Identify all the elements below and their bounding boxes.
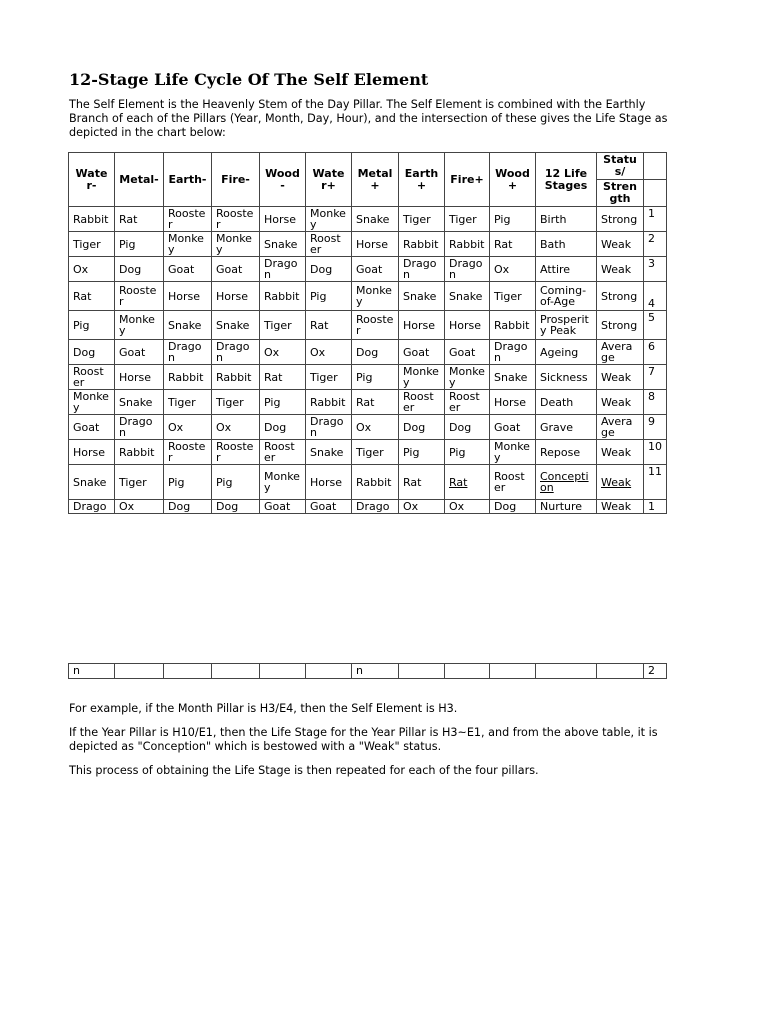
table-row	[69, 365, 667, 390]
table-cell: Goat	[164, 257, 212, 282]
table-cell: Ox	[69, 257, 115, 282]
year-pillar-paragraph: If the Year Pillar is H10/E1, then the Life Stage for the Year Pillar is H3~E1, and from the above table, it is depicted as "Conception" which is bestowed with a "Weak" status.	[69, 726, 658, 753]
header-cell-empty	[644, 153, 667, 180]
table-cell	[445, 664, 490, 679]
header-cell: Earth+	[399, 153, 445, 207]
table-cell: Goat	[306, 500, 352, 514]
table-cell: Goat	[260, 500, 306, 514]
table-cell: Dog	[69, 340, 115, 365]
process-paragraph: This process of obtaining the Life Stage is then repeated for each of the four pillars.	[69, 764, 539, 777]
table-cell: Rabbit	[260, 282, 306, 311]
table-cell: Rabbit	[399, 232, 445, 257]
table-cell: Dog	[399, 415, 445, 440]
table-cell: Weak	[597, 390, 644, 415]
table-row	[69, 390, 667, 415]
table-cell: Dragon	[164, 340, 212, 365]
table-cell: Ageing	[536, 340, 597, 365]
table-cell: Monkey	[115, 311, 164, 340]
row-number-cell: 9	[644, 415, 667, 440]
table-cell: Nurture	[536, 500, 597, 514]
table-cell: Rooster	[399, 390, 445, 415]
table-cell: Goat	[445, 340, 490, 365]
table-cell	[490, 664, 536, 679]
table-cell: 2	[644, 664, 667, 679]
table-cell: Monkey	[352, 282, 399, 311]
table-cell: Tiger	[164, 390, 212, 415]
row-number-cell: 11	[644, 465, 667, 500]
table-cell: Rabbit	[164, 365, 212, 390]
table-cell: Rabbit	[352, 465, 399, 500]
header-cell: Metal-	[115, 153, 164, 207]
table-cell: Snake	[260, 232, 306, 257]
table-cell: Rooster	[212, 440, 260, 465]
table-cell: Dog	[490, 500, 536, 514]
table-cell: Goat	[69, 415, 115, 440]
table-cell: Pig	[69, 311, 115, 340]
row-number-cell: 3	[644, 257, 667, 282]
table-cell: Goat	[490, 415, 536, 440]
table-cell: Goat	[212, 257, 260, 282]
table-cell: Pig	[115, 232, 164, 257]
table-cell: Goat	[399, 340, 445, 365]
table-cell: Dragon	[115, 415, 164, 440]
table-cell: Snake	[306, 440, 352, 465]
table-cell: Monkey	[490, 440, 536, 465]
table-cell: Bath	[536, 232, 597, 257]
table-cell: Dog	[212, 500, 260, 514]
table-cell: Weak	[597, 257, 644, 282]
table-cell: Dog	[445, 415, 490, 440]
table-cell: Dog	[352, 340, 399, 365]
table-cell: Strong	[597, 207, 644, 232]
table-cell: Ox	[260, 340, 306, 365]
row-number-cell: 6	[644, 340, 667, 365]
table-cell	[260, 664, 306, 679]
table-cell: Rooster	[164, 207, 212, 232]
table-cell: Dog	[260, 415, 306, 440]
table-cell: Horse	[69, 440, 115, 465]
table-cell: Strong	[597, 311, 644, 340]
table-cell: Rooster	[115, 282, 164, 311]
table-cell: Dragon	[445, 257, 490, 282]
header-cell: Earth-	[164, 153, 212, 207]
table-cell	[306, 664, 352, 679]
table-row	[69, 440, 667, 465]
row-number-cell: 7	[644, 365, 667, 390]
table-cell: Tiger	[445, 207, 490, 232]
table-cell: n	[352, 664, 399, 679]
table-cell: Pig	[306, 282, 352, 311]
table-cell: Rabbit	[212, 365, 260, 390]
table-cell: Ox	[212, 415, 260, 440]
table-row	[69, 232, 667, 257]
table-cell: Rabbit	[69, 207, 115, 232]
table-cell: Ox	[352, 415, 399, 440]
table-cell: Weak	[597, 500, 644, 514]
header-cell: Water-	[69, 153, 115, 207]
example-paragraph: For example, if the Month Pillar is H3/E4, then the Self Element is H3.	[69, 702, 458, 715]
table-cell: Rooster	[352, 311, 399, 340]
table-cell	[597, 664, 644, 679]
table-cell: Horse	[164, 282, 212, 311]
table-cell: Horse	[445, 311, 490, 340]
table-cell: Rabbit	[306, 390, 352, 415]
table-cell: Snake	[115, 390, 164, 415]
table-cell: Average	[597, 415, 644, 440]
table-cell: Conception	[536, 465, 597, 500]
header-cell: Strength	[597, 180, 644, 207]
table-cell: Coming-of-Age	[536, 282, 597, 311]
table-cell: Monkey	[306, 207, 352, 232]
table-cell: Snake	[212, 311, 260, 340]
table-cell: Average	[597, 340, 644, 365]
header-cell-empty	[644, 180, 667, 207]
table-cell: Rat	[260, 365, 306, 390]
table-cell: Rooster	[306, 232, 352, 257]
table-cell: Rabbit	[115, 440, 164, 465]
table-row	[69, 282, 667, 311]
table-cell: Monkey	[260, 465, 306, 500]
table-cell: Rat	[69, 282, 115, 311]
table-row	[69, 340, 667, 365]
table-cell: Dragon	[399, 257, 445, 282]
row-number-cell: 8	[644, 390, 667, 415]
table-cell: Rat	[352, 390, 399, 415]
table-cell: Drago	[352, 500, 399, 514]
table-cell: Dog	[164, 500, 212, 514]
table-cell: Ox	[445, 500, 490, 514]
table-cell: Horse	[212, 282, 260, 311]
table-cell: Dragon	[212, 340, 260, 365]
table-cell: Ox	[306, 340, 352, 365]
table-cell: Rooster	[212, 207, 260, 232]
table-cell: n	[69, 664, 115, 679]
table-cell: Pig	[445, 440, 490, 465]
table-cell: Snake	[69, 465, 115, 500]
table-cell	[115, 664, 164, 679]
table-cell: Pig	[490, 207, 536, 232]
table-cell: Goat	[352, 257, 399, 282]
table-cell: Tiger	[212, 390, 260, 415]
table-cell	[399, 664, 445, 679]
row-number-cell: 5	[644, 311, 667, 340]
table-cell: Ox	[115, 500, 164, 514]
table-cell: Rat	[399, 465, 445, 500]
row-number-cell: 2	[644, 232, 667, 257]
table-cell: Pig	[399, 440, 445, 465]
table-cell: Tiger	[352, 440, 399, 465]
table-cell: Rabbit	[445, 232, 490, 257]
table-cell: Tiger	[399, 207, 445, 232]
table-cell: Horse	[352, 232, 399, 257]
table-cell: Tiger	[115, 465, 164, 500]
table-cell: Weak	[597, 365, 644, 390]
table-cell: Rooster	[164, 440, 212, 465]
table-cell: Ox	[164, 415, 212, 440]
table-cell: Goat	[115, 340, 164, 365]
table-cell: Monkey	[69, 390, 115, 415]
row-number-cell: 1	[644, 500, 667, 514]
table-cell: Monkey	[399, 365, 445, 390]
intro-paragraph: The Self Element is the Heavenly Stem of the Day Pillar. The Self Element is combined with the Earthly Branch of each of the Pillars (Year, Month, Day, Hour), and the intersection of these gives the Life Stage as depicted in the chart below:	[69, 98, 668, 139]
table-cell: Snake	[164, 311, 212, 340]
table-cell	[536, 664, 597, 679]
table-cell: Sickness	[536, 365, 597, 390]
table-cell: Weak	[597, 440, 644, 465]
table-cell: Rat	[115, 207, 164, 232]
header-cell: Fire-	[212, 153, 260, 207]
table-cell: Weak	[597, 232, 644, 257]
table-cell: Dog	[306, 257, 352, 282]
table-cell	[164, 664, 212, 679]
table-cell: Pig	[352, 365, 399, 390]
table-row	[69, 500, 667, 514]
table-cell: Pig	[212, 465, 260, 500]
table-row	[69, 465, 667, 500]
table-cell: Horse	[115, 365, 164, 390]
table-cell: Birth	[536, 207, 597, 232]
table-cell: Rat	[306, 311, 352, 340]
table-cell: Snake	[445, 282, 490, 311]
life-cycle-table	[68, 152, 667, 514]
table-row	[69, 311, 667, 340]
table-cell: Tiger	[306, 365, 352, 390]
table-cell: Tiger	[490, 282, 536, 311]
table-cell: Tiger	[260, 311, 306, 340]
table-cell: Snake	[490, 365, 536, 390]
header-cell: Water+	[306, 153, 352, 207]
table-cell: Horse	[306, 465, 352, 500]
table-cell: Horse	[260, 207, 306, 232]
table-cell: Strong	[597, 282, 644, 311]
table-cell: Rabbit	[490, 311, 536, 340]
table-body	[69, 207, 667, 514]
table-cell: Rooster	[445, 390, 490, 415]
header-cell: Wood+	[490, 153, 536, 207]
table-cell: Death	[536, 390, 597, 415]
table-cell: Snake	[352, 207, 399, 232]
table-cell: Drago	[69, 500, 115, 514]
table-continuation	[68, 663, 667, 679]
table-cell: Horse	[490, 390, 536, 415]
table-row	[69, 257, 667, 282]
table-cell: Weak	[597, 465, 644, 500]
table-cell: Rooster	[69, 365, 115, 390]
header-cell: Status/	[597, 153, 644, 180]
table-cell: Monkey	[164, 232, 212, 257]
row-number-cell: 4	[644, 282, 667, 311]
table-cell: Dragon	[490, 340, 536, 365]
document-title: 12-Stage Life Cycle Of The Self Element	[69, 70, 429, 89]
table-cell: Repose	[536, 440, 597, 465]
table-row	[69, 207, 667, 232]
table-cell: Dog	[115, 257, 164, 282]
table-cell	[212, 664, 260, 679]
table-cell: Prosperity Peak	[536, 311, 597, 340]
table-cell: Ox	[490, 257, 536, 282]
table-cell: Monkey	[212, 232, 260, 257]
table-cell: Rooster	[490, 465, 536, 500]
table-cell: Horse	[399, 311, 445, 340]
header-cell: 12 Life Stages	[536, 153, 597, 207]
table-cell: Pig	[260, 390, 306, 415]
table-cell: Rat	[445, 465, 490, 500]
table-row	[69, 664, 667, 679]
table-cell: Pig	[164, 465, 212, 500]
table-cell: Dragon	[306, 415, 352, 440]
table-cell: Monkey	[445, 365, 490, 390]
row-number-cell: 1	[644, 207, 667, 232]
table-cell: Ox	[399, 500, 445, 514]
table-cell: Snake	[399, 282, 445, 311]
table-cell: Rooster	[260, 440, 306, 465]
table-row	[69, 415, 667, 440]
row-number-cell: 10	[644, 440, 667, 465]
table-cell: Dragon	[260, 257, 306, 282]
table-cell: Grave	[536, 415, 597, 440]
table-cell: Rat	[490, 232, 536, 257]
header-cell: Wood-	[260, 153, 306, 207]
table-cell: Attire	[536, 257, 597, 282]
table-cell: Tiger	[69, 232, 115, 257]
header-cell: Fire+	[445, 153, 490, 207]
header-cell: Metal+	[352, 153, 399, 207]
